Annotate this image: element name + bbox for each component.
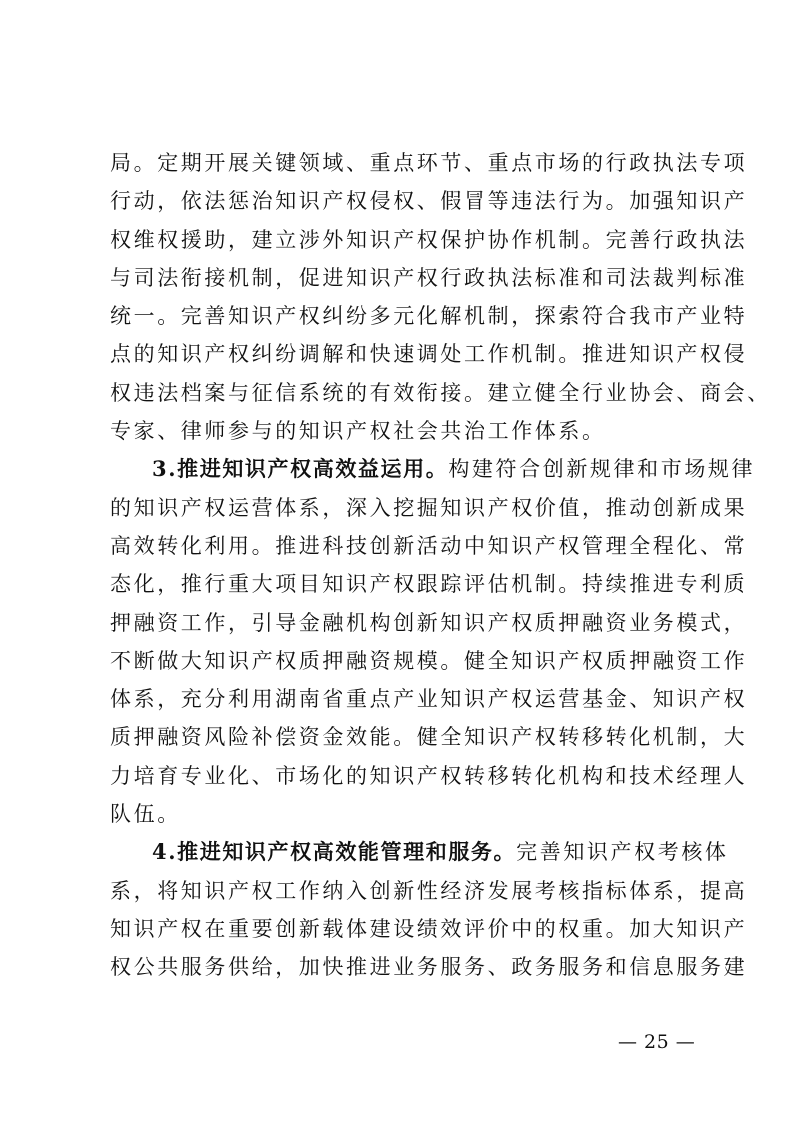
paragraph-line: 不断做大知识产权质押融资规模。健全知识产权质押融资工作 bbox=[110, 648, 748, 673]
paragraph-line: 权维权援助，建立涉外知识产权保护协作机制。完善行政执法 bbox=[110, 227, 748, 252]
paragraph-line: 体系，充分利用湖南省重点产业知识产权运营基金、知识产权 bbox=[110, 687, 748, 712]
paragraph-line: 质押融资风险补偿资金效能。健全知识产权转移转化机制，大 bbox=[110, 725, 748, 750]
paragraph-line: 态化，推行重大项目知识产权跟踪评估机制。持续推进专利质 bbox=[110, 572, 748, 597]
paragraph-line: 权公共服务供给，加快推进业务服务、政务服务和信息服务建 bbox=[110, 955, 748, 980]
paragraph-first-line bbox=[110, 450, 756, 488]
paragraph-line: 统一。完善知识产权纠纷多元化解机制，探索符合我市产业特 bbox=[110, 304, 748, 329]
paragraph-line: 高效转化利用。推进科技创新活动中知识产权管理全程化、常 bbox=[110, 533, 748, 558]
paragraph-line: 局。定期开展关键领域、重点环节、重点市场的行政执法专项 bbox=[110, 151, 748, 175]
paragraph-line: 队伍。 bbox=[110, 802, 181, 827]
body-text bbox=[110, 144, 771, 987]
paragraph-line: 力培育专业化、市场化的知识产权转移转化机构和技术经理人 bbox=[110, 763, 748, 788]
paragraph-line: 系，将知识产权工作纳入创新性经济发展考核指标体系，提高 bbox=[110, 878, 748, 903]
paragraph-line: 权违法档案与征信系统的有效衔接。建立健全行业协会、商会、 bbox=[110, 380, 771, 405]
paragraph-text: 完善知识产权考核体 bbox=[516, 840, 729, 865]
paragraph-line: 专家、律师参与的知识产权社会共治工作体系。 bbox=[110, 419, 606, 444]
section-heading: 3.推进知识产权高效益运用。 bbox=[152, 456, 449, 482]
paragraph-line: 与司法衔接机制，促进知识产权行政执法标准和司法裁判标准 bbox=[110, 265, 748, 290]
paragraph-line: 押融资工作，引导金融机构创新知识产权质押融资业务模式， bbox=[110, 610, 748, 635]
paragraph-text: 构建符合创新规律和市场规律 bbox=[448, 457, 756, 482]
paragraph-line: 行动，依法惩治知识产权侵权、假冒等违法行为。加强知识产 bbox=[110, 189, 748, 214]
page-number: — 25 — bbox=[618, 1031, 696, 1053]
paragraph-first-line bbox=[110, 833, 729, 871]
paragraph-line: 知识产权在重要创新载体建设绩效评价中的权重。加大知识产 bbox=[110, 916, 748, 941]
section-heading: 4.推进知识产权高效能管理和服务。 bbox=[152, 839, 517, 865]
paragraph-line: 点的知识产权纠纷调解和快速调处工作机制。推进知识产权侵 bbox=[110, 342, 748, 367]
paragraph-line: 的知识产权运营体系，深入挖掘知识产权价值，推动创新成果 bbox=[110, 495, 748, 520]
